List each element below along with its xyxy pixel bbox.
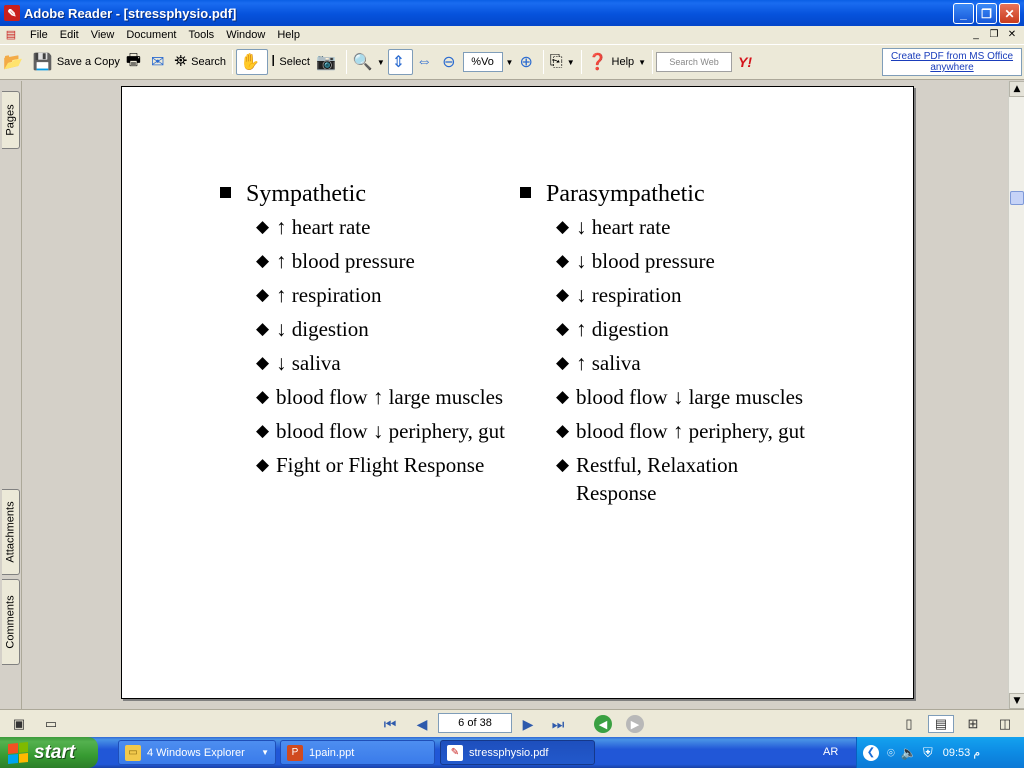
chevron-down-icon: ▼ [376, 57, 385, 67]
clock[interactable]: 09:53 م [942, 747, 981, 759]
save-copy-label: Save a Copy [56, 56, 120, 68]
speaker-icon[interactable]: 🔈 [900, 744, 917, 760]
zoom-out-icon: ⊖ [442, 54, 456, 71]
chevron-down-icon: ▼ [638, 57, 647, 67]
next-page-button[interactable]: ▶ [522, 715, 534, 732]
list-item: ◆ blood flow ↑ large muscles [256, 385, 504, 409]
zoom-out-button[interactable] [439, 49, 462, 75]
close-button[interactable]: ✕ [999, 3, 1020, 24]
powerpoint-icon: P [287, 745, 303, 761]
rotate-page-icon: ⎘ [549, 53, 563, 70]
square-bullet-icon [220, 187, 231, 198]
document-window-controls [968, 27, 1020, 42]
list-item: ◆ ↑ heart rate [256, 215, 371, 239]
scroll-up-arrow-icon[interactable]: ▲ [1009, 81, 1024, 97]
scroll-thumb[interactable] [1010, 191, 1024, 205]
toolbar-separator [581, 50, 582, 74]
folder-icon: ▭ [125, 745, 141, 761]
open-button[interactable] [0, 49, 30, 75]
diamond-bullet-icon: ◆ [556, 387, 570, 406]
pdf-icon: ✎ [447, 745, 463, 761]
window-title: Adobe Reader - [stressphysio.pdf] [24, 5, 237, 21]
chevron-down-icon: ▼ [566, 57, 575, 67]
hand-tool-button[interactable] [236, 49, 268, 75]
single-page-layout-icon[interactable]: ▯ [905, 716, 913, 731]
taskbar-item-1pain-ppt[interactable] [280, 740, 435, 765]
email-button[interactable] [148, 49, 171, 75]
security-icon[interactable]: ⛨ [923, 744, 933, 760]
network-icon[interactable]: ⌾ [887, 744, 895, 760]
list-item: ◆ Restful, Relaxation Response [556, 453, 739, 505]
document-viewport[interactable] [23, 81, 1008, 709]
task-label: 4 Windows Explorer [147, 746, 245, 759]
diamond-bullet-icon: ◆ [556, 319, 570, 338]
tab-comments[interactable] [2, 579, 20, 665]
adobe-reader-icon: ✎ [4, 5, 20, 21]
list-item: ◆ blood flow ↑ periphery, gut [556, 419, 806, 443]
minimize-button[interactable]: _ [953, 3, 974, 24]
tab-attachments-label: Attachments [4, 501, 17, 563]
print-button[interactable] [123, 49, 148, 75]
pdf-document-icon[interactable]: ▤ [5, 29, 17, 41]
zoom-in-tool-button[interactable] [350, 49, 388, 75]
list-item: ◆ ↑ saliva [556, 351, 641, 375]
parasympathetic-heading [520, 179, 820, 209]
tray-expand-icon[interactable]: ❮ [863, 745, 879, 761]
list-item: ◆ ↓ digestion [256, 317, 369, 341]
window-controls [953, 3, 1020, 24]
go-back-icon[interactable]: ◀ [594, 715, 612, 733]
parasympathetic-heading-text: Parasympathetic [546, 181, 705, 207]
menu-file[interactable]: File [30, 29, 48, 41]
diamond-bullet-icon: ◆ [556, 353, 570, 372]
sympathetic-list [256, 213, 510, 479]
menu-document[interactable]: Document [126, 29, 177, 41]
parasympathetic-list [556, 213, 820, 507]
list-item: ◆ ↓ saliva [256, 351, 341, 375]
hand-icon: ✋ [240, 54, 260, 71]
magnifier-plus-icon: 🔍 [352, 54, 373, 71]
toolbar-separator [346, 50, 347, 74]
scroll-down-arrow-icon[interactable]: ▼ [1009, 693, 1024, 709]
start-button[interactable] [0, 737, 98, 768]
search-label: Search [191, 56, 227, 68]
menu-help[interactable]: Help [277, 29, 300, 41]
vertical-scrollbar[interactable] [1008, 81, 1024, 709]
fit-page-icon: ⇕ [391, 54, 406, 71]
doc-restore-button[interactable]: ❐ [989, 29, 999, 40]
diamond-bullet-icon: ◆ [256, 421, 270, 440]
menu-tools[interactable]: Tools [188, 29, 215, 41]
tab-pages[interactable] [2, 91, 20, 149]
select-tool-button[interactable] [268, 49, 313, 75]
doc-minimize-button[interactable]: _ [973, 29, 979, 40]
fit-page-button[interactable] [388, 49, 413, 75]
taskbar-item-stressphysio-pdf[interactable] [440, 740, 595, 765]
task-label: stressphysio.pdf [469, 746, 549, 759]
toolbar-separator [232, 50, 233, 74]
task-label: 1pain.ppt [309, 746, 355, 759]
help-icon: ❓ [587, 54, 608, 71]
zoom-in-icon: ⊕ [519, 54, 533, 71]
list-item: ◆ blood flow ↓ periphery, gut [256, 419, 506, 443]
diamond-bullet-icon: ◆ [556, 421, 570, 440]
email-globe-icon: ✉ [150, 54, 165, 71]
diamond-bullet-icon: ◆ [256, 353, 270, 372]
list-item: ◆ ↓ respiration [556, 283, 682, 307]
status-bar [0, 709, 1024, 737]
parasympathetic-column [520, 179, 820, 513]
create-pdf-link[interactable] [882, 48, 1022, 76]
sympathetic-column [220, 179, 510, 485]
toolbar-separator [652, 50, 653, 74]
facing-layout-icon[interactable]: ◫ [998, 716, 1012, 731]
search-web-input[interactable]: Search Web [656, 52, 732, 72]
menu-view[interactable]: View [90, 29, 115, 41]
diamond-bullet-icon: ◆ [556, 217, 570, 236]
navigation-pane [0, 81, 22, 709]
zoom-dropdown-button[interactable] [503, 49, 517, 75]
chevron-down-icon: ▼ [261, 748, 269, 757]
first-page-button[interactable]: ⏮ [383, 715, 397, 732]
fit-width-icon: ⇔ [416, 53, 433, 70]
restore-button[interactable]: ❐ [976, 3, 997, 24]
help-label: Help [611, 56, 635, 68]
list-item: ◆ ↑ digestion [556, 317, 669, 341]
rotate-button[interactable] [547, 49, 578, 75]
windows-logo-icon [8, 741, 28, 763]
go-forward-icon[interactable]: ▶ [626, 715, 644, 733]
menu-window[interactable]: Window [226, 29, 266, 41]
save-copy-button[interactable] [30, 49, 123, 75]
doc-close-button[interactable]: ✕ [1007, 29, 1017, 40]
create-pdf-line1: Create PDF from MS Office [890, 51, 1014, 62]
chevron-down-icon: ▼ [505, 57, 514, 67]
menu-edit[interactable]: Edit [59, 29, 79, 41]
tab-comments-label: Comments [4, 595, 17, 649]
previous-page-button[interactable]: ◀ [416, 715, 428, 732]
list-item: ◆ Fight or Flight Response [256, 453, 485, 477]
fit-width-button[interactable] [413, 49, 439, 75]
page-options-icon[interactable]: ▭ [44, 716, 58, 731]
zoom-input[interactable]: %Vo [463, 52, 503, 72]
diamond-bullet-icon: ◆ [256, 387, 270, 406]
yahoo-logo-icon[interactable]: Y! [738, 54, 753, 70]
list-item: ◆ ↓ heart rate [556, 215, 671, 239]
taskbar-item-windows-explorer[interactable] [118, 740, 276, 765]
monitor-icon[interactable]: ▣ [12, 716, 26, 731]
select-label: Select [279, 56, 310, 68]
printer-icon: 🖶 [125, 51, 141, 69]
diamond-bullet-icon: ◆ [256, 319, 270, 338]
diamond-bullet-icon: ◆ [556, 251, 570, 270]
text-cursor-icon: I [270, 53, 276, 70]
list-item: ◆ ↑ respiration [256, 283, 382, 307]
diamond-bullet-icon: ◆ [256, 285, 270, 304]
open-folder-icon: 📂 [3, 54, 23, 71]
list-item: ◆ ↑ blood pressure [256, 249, 415, 273]
start-label: start [34, 741, 76, 763]
square-bullet-icon [520, 187, 531, 198]
toolbar-separator [543, 50, 544, 74]
diamond-bullet-icon: ◆ [256, 251, 270, 270]
diamond-bullet-icon: ◆ [556, 455, 570, 474]
camera-icon: 📷 [315, 54, 336, 71]
sympathetic-heading [220, 179, 510, 209]
diamond-bullet-icon: ◆ [556, 285, 570, 304]
last-page-button[interactable]: ⏭ [551, 715, 565, 732]
continuous-facing-layout-icon[interactable]: ⊞ [967, 716, 979, 731]
list-item: ◆ blood flow ↓ large muscles [556, 385, 804, 409]
create-pdf-line2: anywhere [930, 62, 974, 73]
diamond-bullet-icon: ◆ [256, 455, 270, 474]
snapshot-button[interactable] [313, 49, 343, 75]
menu-bar [0, 26, 1024, 44]
toolbar [0, 44, 1024, 80]
continuous-layout-icon[interactable]: ▤ [928, 715, 954, 733]
pdf-page [121, 86, 914, 699]
zoom-in-button[interactable] [516, 49, 539, 75]
help-button[interactable] [585, 49, 649, 75]
search-button[interactable] [171, 49, 229, 75]
tab-pages-label: Pages [4, 104, 17, 136]
diamond-bullet-icon: ◆ [256, 217, 270, 236]
tab-attachments[interactable] [2, 489, 20, 575]
floppy-disk-icon: 💾 [32, 54, 53, 71]
taskbar [0, 737, 1024, 768]
page-number-input[interactable]: 6 of 38 [438, 713, 512, 733]
list-item: ◆ ↓ blood pressure [556, 249, 715, 273]
binoculars-icon: ⛯ [174, 53, 188, 70]
sympathetic-heading-text: Sympathetic [246, 181, 366, 207]
system-tray [823, 737, 1024, 768]
title-bar [0, 0, 1024, 26]
language-indicator[interactable]: AR [823, 746, 839, 758]
